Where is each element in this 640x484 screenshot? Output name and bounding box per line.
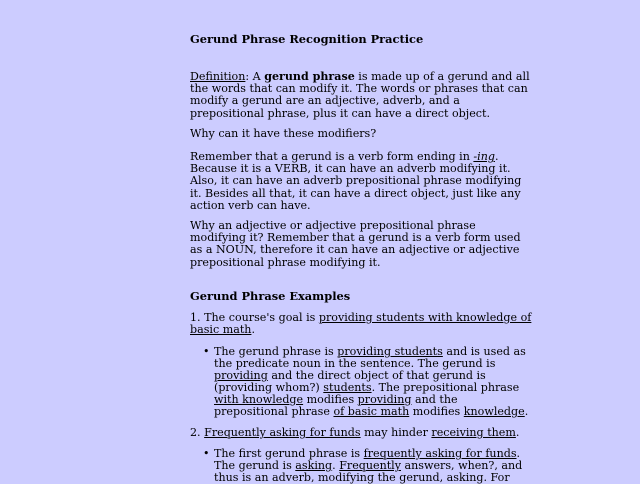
ing-suffix: -ing [473,150,495,163]
adjective-line: prepositional phrase modifying it. [190,255,381,269]
bullet-text: and the [411,393,458,406]
example-phrase: providing students with knowledge of [318,311,532,324]
remember-text: . [494,150,499,163]
examples-heading: Gerund Phrase Examples [190,289,351,303]
example-phrase: Frequently asking for funds [204,426,361,439]
bullet-phrase: asking [295,459,333,472]
remember-line: Because it is a VERB, it can have an adverb modifying it. [190,162,511,176]
definition-paragraph [190,70,530,120]
page-title: Gerund Phrase Recognition Practice [190,32,424,46]
remember-paragraph [190,150,522,212]
example-text: 1. The course's goal is [190,311,319,324]
example-phrase: basic math [190,323,252,337]
definition-text: is made up of a gerund and all [354,70,530,83]
adjective-line: modifying it? Remember that a gerund is a verb form used [190,231,521,245]
bullet-text: (providing whom?) [214,381,324,394]
bullet-phrase: providing [214,369,268,382]
question-paragraph [190,128,516,140]
remember-text: Remember that a gerund is a verb form ending in [190,150,474,163]
bullet-text: thus is an adverb, modifying the gerund, asking. For [214,471,510,484]
remember-line: action verb can have. [190,198,311,212]
definition-line: prepositional phrase, plus it can have a direct object. [190,106,490,120]
bullet-dot: • [203,447,210,460]
definition-line: modify a gerund are an adjective, adverb, and a [190,94,460,108]
example-text: may hinder [360,426,432,439]
bullet-phrase: students [323,381,372,394]
bullet-text: and is used as [442,345,526,358]
example-text: . [251,323,255,337]
example-text: . [515,426,520,439]
adjective-paragraph [190,219,521,269]
bullet-text: . [524,405,529,418]
bullet-text: the predicate noun in the sentence. The gerund is [214,357,496,370]
gerund-phrase-term: gerund phrase [264,70,355,83]
definition-line: the words that can modify it. The words or phrases that can [190,82,528,96]
bullet-text: modifies [303,393,358,406]
bullet-phrase: providing students [337,345,443,358]
bullet-text: . [332,459,340,472]
bullet-text: answers, when?, and [400,459,523,472]
bullet-phrase: of basic math [333,405,410,418]
example-text: 2. [190,426,205,439]
bullet-text: The first gerund phrase is [214,447,364,460]
remember-line: it. Besides all that, it can have a direct object, just like any [190,186,521,200]
bullet-phrase: knowledge [463,405,525,418]
bullet-dot: • [203,345,210,358]
example-phrase: receiving them [431,426,516,439]
bullet-phrase: providing [357,393,412,406]
example-1 [190,311,532,337]
remember-line: Also, it can have an adverb prepositional phrase modifying [190,174,522,188]
bullet-phrase: with knowledge [214,393,304,406]
definition-text: : A [245,70,265,83]
definition-label: Definition [190,70,246,83]
bullet-text: prepositional phrase [214,405,334,418]
bullet-phrase: Frequently [339,459,401,472]
adjective-line: Why an adjective or adjective prepositional phrase [190,219,476,232]
example-2 [190,426,520,439]
bullet-text: The gerund phrase is [214,345,338,358]
bullet-text: . The prepositional phrase [371,381,520,394]
bullet-phrase: frequently asking for funds [363,447,517,460]
bullet-text: and the direct object of that gerund is [267,369,486,382]
adjective-line: as a NOUN, therefore it can have an adjective or adjective [190,243,520,257]
bullet-text: modifies [409,405,464,418]
bullet-text: . [516,447,521,460]
bullet-text: The gerund is [214,459,296,472]
question-line: Why can it have these modifiers? [190,127,377,140]
